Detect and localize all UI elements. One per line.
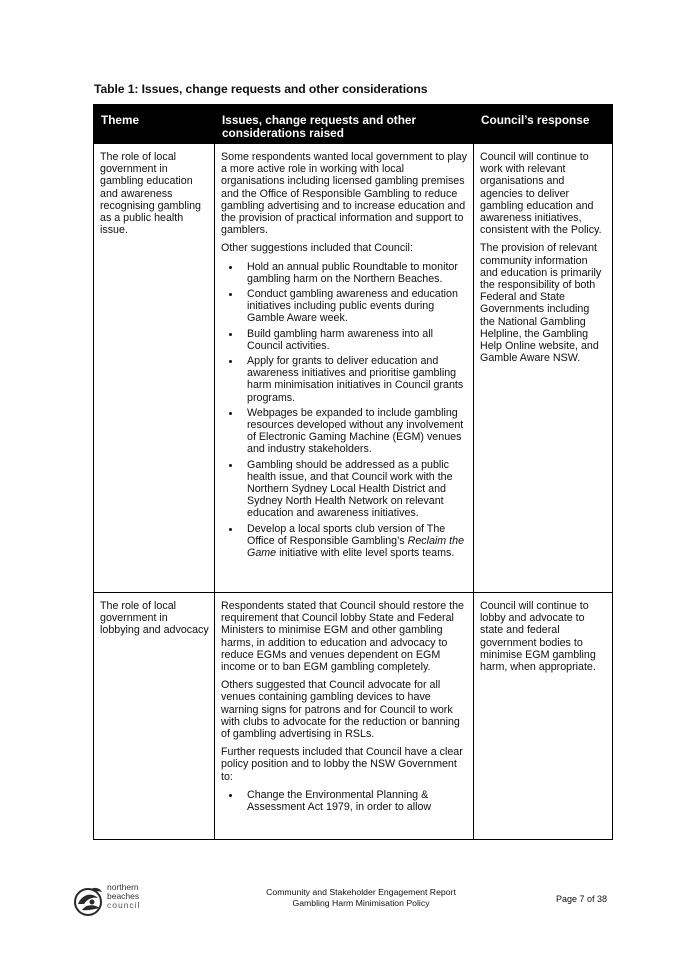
issues-bullet-list [221,261,468,560]
logo-line: northern [107,882,139,892]
bullet-item: • Apply for grants to deliver education and awareness initiatives and prioritise gambling harm minimisation initiatives in Council grants programs. [241,355,468,404]
bullet-item [241,523,468,560]
issues-paragraph: Respondents stated that Council should restore the requirement that Council lobby State and Federal Ministers to minimise EGM and other gambling harms, in addition to education and advocacy to reduce EGMs and venues dependent on EGM income or to ban EGM gambling completely. [221,600,464,674]
considerations-table [93,104,613,840]
logo-line: council [107,900,141,910]
issues-cell [215,144,474,593]
bullet-item: • Change the Environmental Planning & Assessment Act 1979, in order to allow [241,789,468,813]
logo-line: beaches [107,891,140,901]
footer-title-line: Community and Stakeholder Engagement Report [266,887,456,897]
page-number: Page 7 of 38 [556,894,608,904]
table-row [94,144,613,593]
bullet-item: • Hold an annual public Roundtable to monitor gambling harm on the Northern Beaches. [241,261,468,285]
bullet-item: • Conduct gambling awareness and education initiatives including public events during Gamble Aware week. [241,288,468,325]
theme-cell: The role of local government in lobbying and advocacy [94,593,215,840]
bullet-item: • Webpages be expanded to include gambling resources developed without any involvement of Electronic Gaming Machine (EGM) venues and industry stakeholders. [241,407,468,456]
bullet-italic-text: Reclaim the Game [247,534,465,560]
table-header-row [94,105,613,144]
bullet-text: Develop a local sports club version of The Office of Responsible Gambling’s [247,522,446,547]
header-issues: Issues, change requests and other considerations raised [215,105,474,144]
response-paragraph: Council will continue to lobby and advocate to state and federal government bodies to minimise EGM gambling harm, when appropriate. [480,600,596,674]
issues-paragraph: Further requests included that Council have a clear policy position and to lobby the NSW Government to: [221,746,463,783]
response-cell [474,593,613,840]
table-caption: Table 1: Issues, change requests and other considerations [94,82,428,96]
footer-document-title [246,887,476,908]
logo-wordmark [107,883,140,910]
bullet-item: • Gambling should be addressed as a public health issue, and that Council work with the Northern Sydney Local Health District and Sydney North Health Network on relevant education and awareness initiatives. [241,459,468,520]
bullet-text: initiative with elite level sports teams. [276,547,455,560]
issues-paragraph: Others suggested that Council advocate for all venues containing gambling devices to have warning signs for patrons and for Council to work with clubs to advocate for the reduction or banning of gambling advertising in RSLs. [221,679,460,741]
issues-paragraph: Some respondents wanted local government to play a more active role in working with local organisations including licensed gambling premises and the Office of Responsible Gambling to reduce gambling advertising and to increase education and the provision of practical information and support to gamblers. [221,151,467,237]
issues-cell [215,593,474,840]
bullet-item: • Build gambling harm awareness into all Council activities. [241,328,468,352]
page-footer [0,870,675,930]
response-paragraph: The provision of relevant community information and education is primarily the responsibility of both Federal and State Governments including the National Gambling Helpline, the Gambling Help Online website, and Gamble Aware NSW. [480,242,602,365]
footer-title-line: Gambling Harm Minimisation Policy [292,897,430,908]
response-paragraph: Council will continue to work with relevant organisations and agencies to deliver gambling education and awareness initiatives, consistent with the Policy. [480,151,602,237]
header-response: Council’s response [474,105,613,144]
header-theme: Theme [94,105,215,144]
theme-cell: The role of local government in gambling education and awareness recognising gambling as a public health issue. [94,144,215,593]
issues-paragraph: Other suggestions included that Council: [221,242,413,255]
issues-bullet-list [221,789,468,813]
response-cell [474,144,613,593]
table-row [94,593,613,840]
